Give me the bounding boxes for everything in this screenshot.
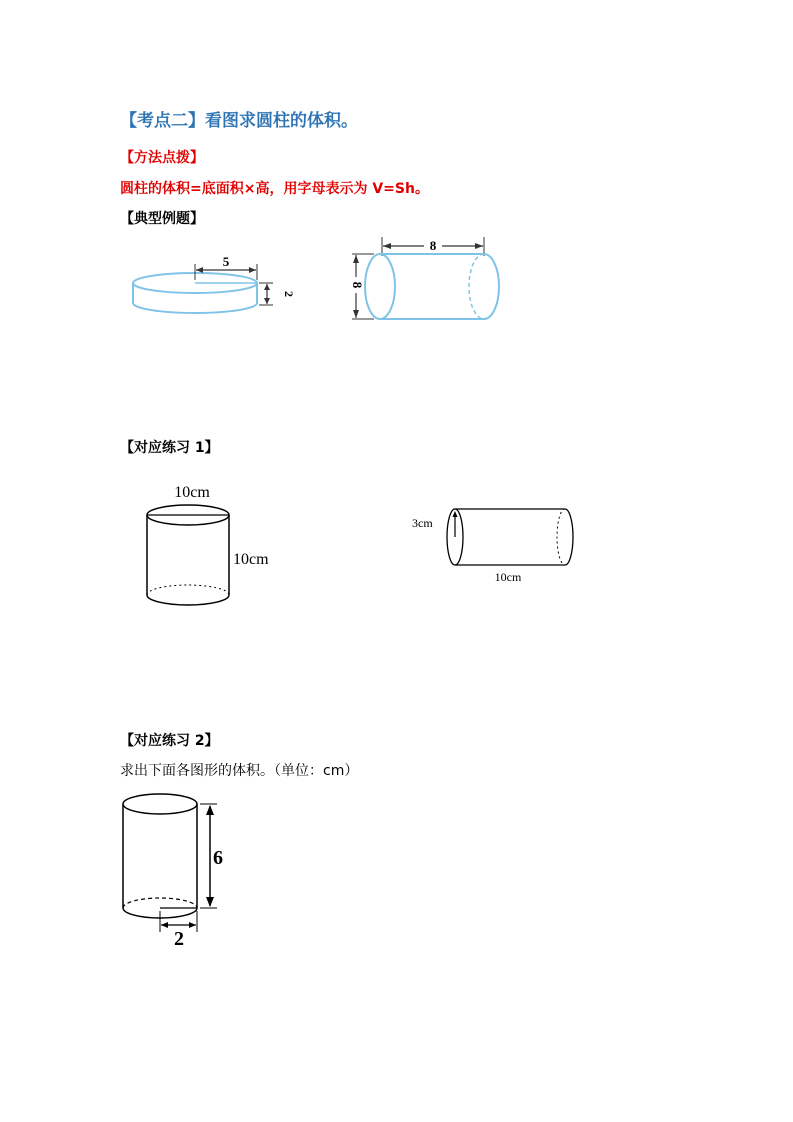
example2-length-label: 8 bbox=[429, 238, 437, 253]
practice1-cylinder-horizontal bbox=[412, 500, 582, 590]
method-text: 圆柱的体积=底面积×高，用字母表示为 V=Sh。 bbox=[120, 181, 429, 197]
practice2-cylinder bbox=[115, 785, 245, 950]
practice1-heading: 【对应练习 1】 bbox=[120, 440, 219, 456]
practice2-radius-label: 2 bbox=[174, 928, 184, 950]
practice2-height-label: 6 bbox=[213, 847, 223, 869]
example2-diameter-label: 8 bbox=[350, 281, 366, 289]
practice1-length-label: 10cm bbox=[494, 570, 522, 584]
practice2-instruction: 求出下面各图形的体积。（单位：cm） bbox=[120, 763, 359, 779]
example1-height-label: 2 bbox=[282, 291, 296, 297]
method-heading: 【方法点拨】 bbox=[120, 150, 204, 166]
section-title: 【考点二】看图求圆柱的体积。 bbox=[120, 111, 358, 131]
practice1-radius-label: 3cm bbox=[412, 516, 433, 530]
example-cylinder-horizontal bbox=[342, 233, 532, 328]
practice1-side-label: 10cm bbox=[233, 551, 269, 568]
practice2-heading: 【对应练习 2】 bbox=[120, 733, 219, 749]
example-heading: 【典型例题】 bbox=[120, 211, 204, 227]
example1-radius-label: 5 bbox=[222, 254, 230, 269]
practice1-cylinder-upright bbox=[140, 478, 290, 613]
practice1-top-label: 10cm bbox=[174, 484, 210, 501]
example-cylinder-flat bbox=[125, 250, 295, 330]
